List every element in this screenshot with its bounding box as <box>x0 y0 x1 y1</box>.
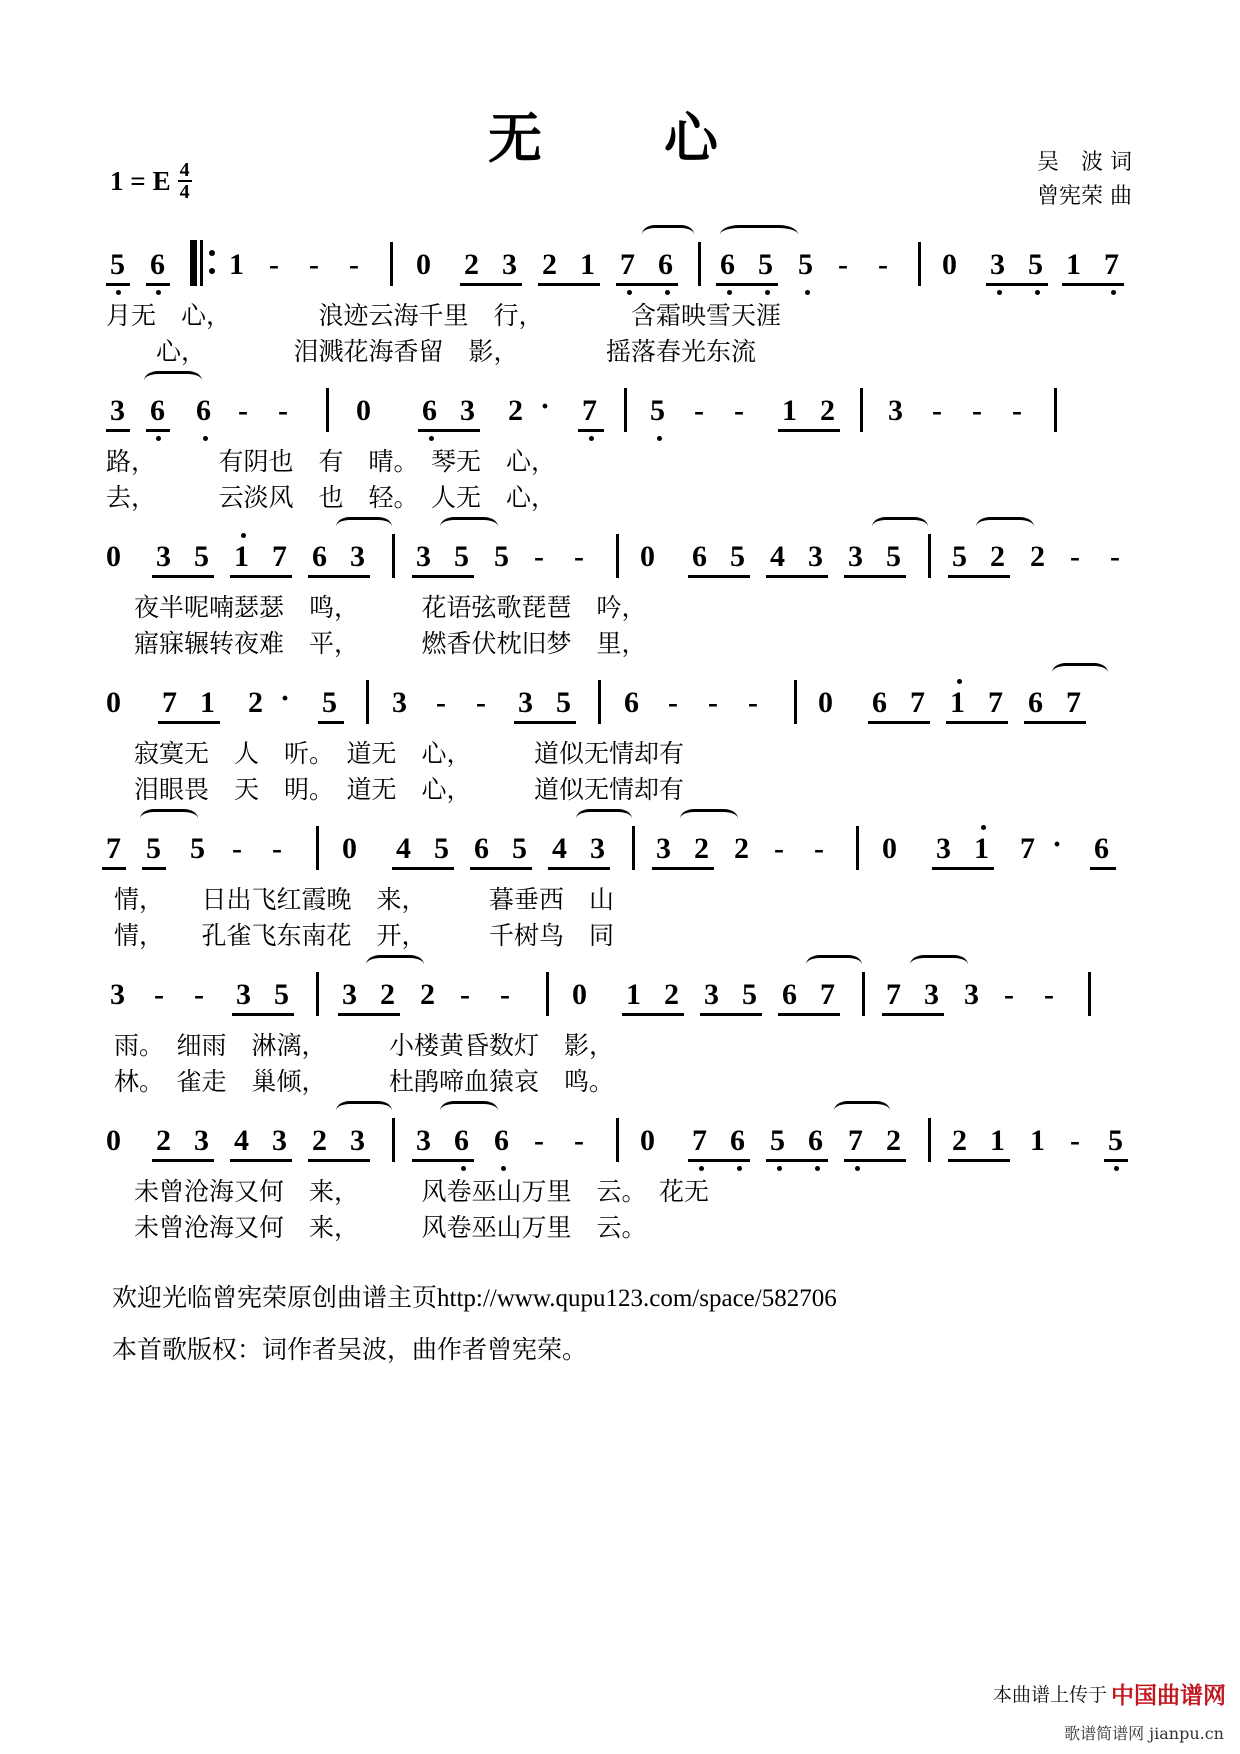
page-title: 无 心 <box>488 106 752 170</box>
notation-row: 0 2 3 4 3 2 3 3 6 6 - - 0 7 6 5 6 7 2 2 1 1 - 5 <box>104 1112 1136 1170</box>
key-label: 1 = <box>110 165 146 196</box>
lyric-row-verse2: 去， 云淡风 也 轻。 人无 心， <box>106 483 557 512</box>
key-and-meter <box>110 160 192 202</box>
lyric-row-verse1: 雨。 细雨 淋漓， 小楼黄昏数灯 影， <box>114 1031 615 1060</box>
credits <box>1037 146 1132 214</box>
site-footer-watermark: 歌谱简谱网 jianpu.cn <box>1064 1724 1224 1743</box>
meter-denominator: 4 <box>179 181 190 203</box>
notation-row: 3 - - 3 5 3 2 2 - - 0 1 2 3 5 6 7 7 3 3 - - <box>104 966 1136 1024</box>
lyric-row-verse2: 心， 泪溅花海香留 影， 摇落春光东流 <box>106 337 757 366</box>
notation-row: 3 6 6 - - 0 6 3 2 · 7 5 - - 1 2 3 - - - <box>104 382 1136 440</box>
upload-credit-label: 本曲谱上传于 <box>992 1684 1107 1706</box>
time-signature <box>178 160 192 202</box>
upload-credit <box>993 1677 1226 1710</box>
notation-row: 7 5 5 - - 0 4 5 6 5 4 3 3 2 2 - - 0 3 1 7 · 6 <box>104 820 1136 878</box>
lyric-row-verse1: 路， 有阴也 有 晴。 琴无 心， <box>106 447 557 476</box>
composer-credit: 曾宪荣 曲 <box>1037 184 1132 210</box>
music-system-6 <box>0 966 1240 1098</box>
lyric-row-verse1: 寂寞无 人 听。 道无 心， 道似无情却有 <box>134 739 685 768</box>
music-system-5 <box>0 820 1240 952</box>
meter-numerator: 4 <box>179 159 190 181</box>
lyric-row-verse2: 泪眼畏 天 明。 道无 心， 道似无情却有 <box>134 775 685 804</box>
lyric-row-verse1: 情， 日出飞红霞晚 来， 暮垂西 山 <box>114 885 615 914</box>
music-system-1 <box>0 236 1240 368</box>
lyric-row-verse2: 林。 雀走 巢倾， 杜鹃啼血猿哀 鸣。 <box>114 1067 615 1096</box>
lyric-row-verse1: 月无 心， 浪迹云海千里 行， 含霜映雪天涯 <box>106 301 782 330</box>
music-system-4 <box>0 674 1240 806</box>
notation-row: 0 7 1 2 · 5 3 - - 3 5 6 - - - 0 6 7 1 7 6 7 <box>104 674 1136 732</box>
lyric-row-verse1: 夜半呢喃瑟瑟 鸣， 花语弦歌琵琶 吟， <box>134 593 647 622</box>
lyricist-credit: 吴 波 词 <box>1037 150 1132 175</box>
copyright-note: 本首歌版权：词作者吴波，曲作者曾宪荣。 <box>112 1335 588 1364</box>
homepage-link[interactable]: 欢迎光临曾宪荣原创曲谱主页http://www.qupu123.com/space/582706 <box>112 1285 837 1312</box>
key-value: E <box>152 165 171 196</box>
notation-row: 5 6 1 - - - 0 2 3 2 1 7 6 6 5 5 - - 0 3 5 1 7 <box>104 236 1136 294</box>
notation-row: 0 3 5 1 7 6 3 3 5 5 - - 0 6 5 4 3 3 5 5 2 2 - - <box>104 528 1136 586</box>
music-system-7 <box>0 1112 1240 1244</box>
lyric-row-verse2: 情， 孔雀飞东南花 开， 千树鸟 同 <box>114 921 615 950</box>
qupu-logo-icon: 中国曲谱网 <box>1111 1682 1226 1709</box>
music-system-2 <box>0 382 1240 514</box>
lyric-row-verse1: 未曾沧海又何 来， 风卷巫山万里 云。 花无 <box>134 1177 710 1206</box>
lyric-row-verse2: 寤寐辗转夜难 平， 燃香伏枕旧梦 里， <box>134 629 647 658</box>
lyric-row-verse2: 未曾沧海又何 来， 风卷巫山万里 云。 <box>134 1213 647 1242</box>
music-system-3 <box>0 528 1240 660</box>
